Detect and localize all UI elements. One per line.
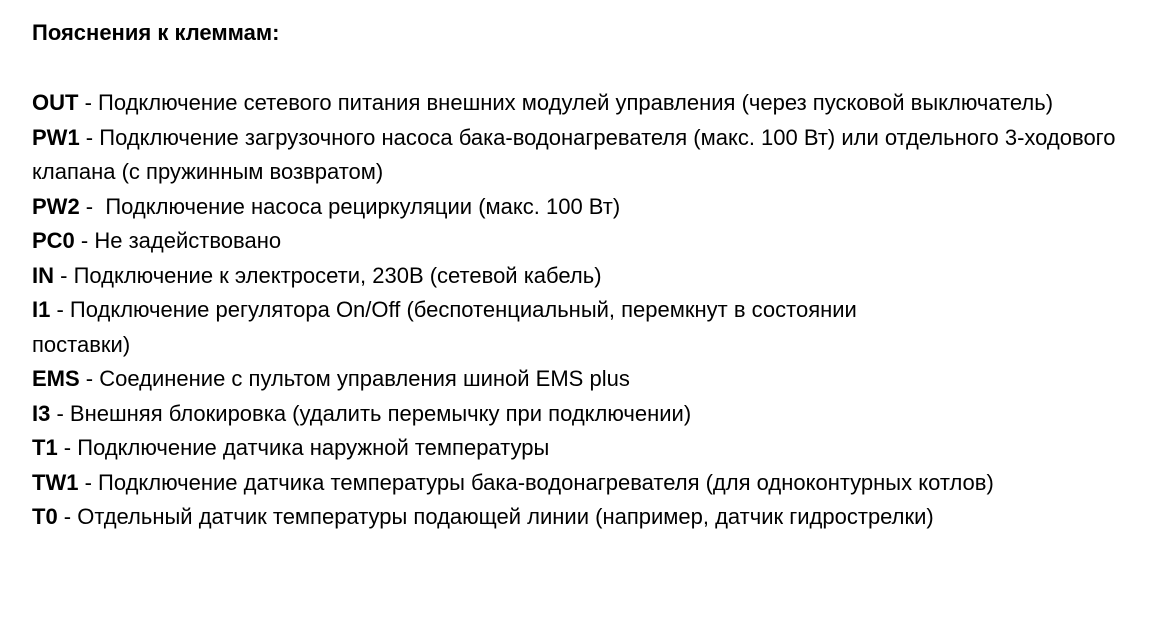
terminal-description: Подключение датчика температуры бака-водонагревателя (для одноконтурных котлов)	[98, 469, 994, 495]
terminal-entry-i3	[32, 397, 1137, 432]
terminal-separator: -	[78, 90, 99, 115]
terminal-separator: -	[57, 435, 78, 460]
terminal-code: TW1	[32, 469, 79, 495]
terminal-description: Отдельный датчик температуры подающей линии (например, датчик гидрострелки)	[77, 504, 934, 529]
terminal-separator: -	[50, 297, 70, 322]
terminal-code: PW1	[32, 124, 80, 150]
terminal-separator: -	[79, 124, 100, 150]
terminal-entry-i1	[32, 293, 912, 362]
terminal-description: Подключение насоса рециркуляции (макс. 100 Вт)	[105, 193, 621, 219]
terminal-description: Подключение датчика наружной температуры	[77, 435, 550, 460]
terminal-code: I1	[32, 297, 51, 322]
page-title: Пояснения к клеммам:	[32, 20, 280, 45]
terminal-entry-tw1	[32, 466, 1137, 501]
terminal-code: PW2	[32, 193, 80, 219]
terminal-separator: -	[74, 228, 95, 253]
terminal-entry-t0	[32, 500, 1137, 535]
terminal-separator: -	[79, 193, 106, 219]
terminal-code: OUT	[32, 90, 79, 115]
terminal-code: PC0	[32, 228, 75, 253]
terminal-code: T0	[32, 504, 58, 529]
terminal-separator: -	[54, 262, 74, 288]
terminal-separator: -	[78, 469, 99, 495]
terminal-separator: -	[79, 366, 100, 391]
terminal-code: T1	[32, 435, 58, 460]
terminal-entry-t1	[32, 431, 1137, 466]
terminal-description: Внешняя блокировка (удалить перемычку при подключении)	[69, 400, 692, 426]
terminal-entry-pc0	[32, 224, 1137, 259]
terminal-description: Подключение загрузочного насоса бака-водонагревателя (макс. 100 Вт) или отдельного 3-ходового клапана (с пружинным возвратом)	[32, 124, 1116, 184]
terminal-description: Подключение сетевого питания внешних модулей управления (через пусковой выключатель)	[98, 90, 1054, 115]
terminal-entry-out	[32, 86, 1137, 121]
terminal-list	[32, 86, 1137, 535]
terminal-description: Подключение регулятора On/Off (беспотенциальный, перемкнут в состоянии поставки)	[32, 297, 857, 357]
terminal-entry-pw2	[32, 190, 1137, 225]
terminal-description: Соединение с пультом управления шиной EMS plus	[99, 366, 630, 391]
terminal-separator: -	[57, 504, 78, 529]
terminal-entry-in	[32, 259, 1137, 294]
terminal-code: I3	[32, 400, 51, 426]
terminal-entry-ems	[32, 362, 1137, 397]
terminal-separator: -	[50, 400, 70, 426]
terminal-description: Не задействовано	[94, 228, 282, 253]
terminal-description: Подключение к электросети, 230В (сетевой кабель)	[73, 262, 602, 288]
terminal-code: EMS	[32, 366, 80, 391]
terminal-entry-pw1	[32, 121, 1137, 190]
terminal-code: IN	[32, 262, 54, 288]
